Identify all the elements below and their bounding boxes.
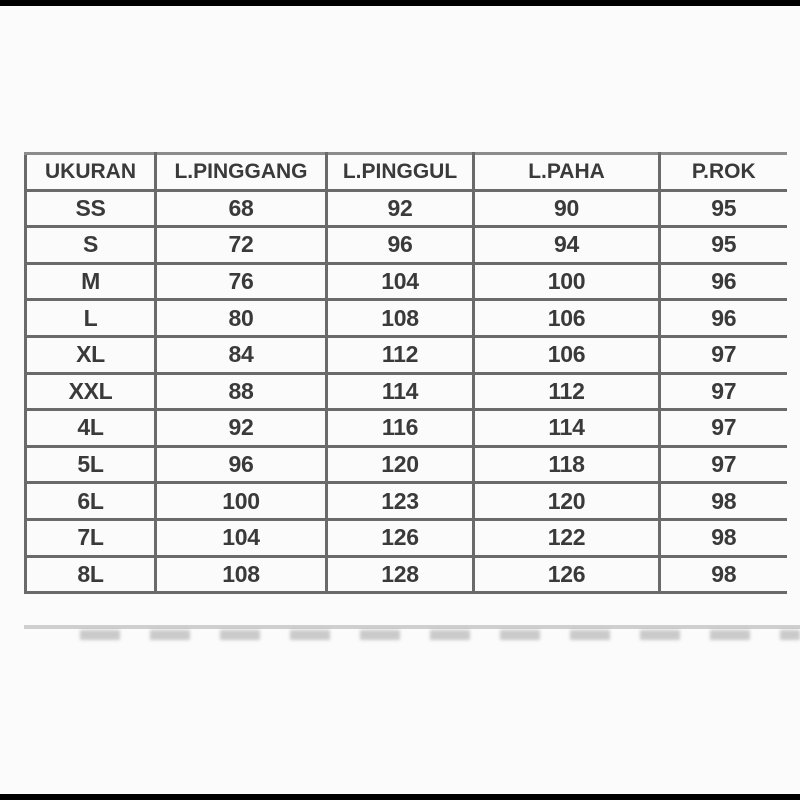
skirt-length-cell: 98: [660, 556, 787, 593]
hip-cell: 96: [327, 227, 474, 264]
table-row: [26, 556, 787, 593]
hip-cell: 112: [327, 336, 474, 373]
header-ukuran: UKURAN: [26, 154, 156, 191]
thigh-cell: 94: [474, 227, 660, 264]
size-cell: S: [26, 227, 156, 264]
waist-cell: 100: [156, 483, 327, 520]
waist-cell: 96: [156, 446, 327, 483]
size-cell: XXL: [26, 373, 156, 410]
waist-cell: 76: [156, 263, 327, 300]
header-lingkar-pinggul: L.PINGGUL: [327, 154, 474, 191]
hip-cell: 120: [327, 446, 474, 483]
skirt-length-cell: 95: [660, 190, 787, 227]
table-row: [26, 263, 787, 300]
size-cell: L: [26, 300, 156, 337]
waist-cell: 104: [156, 519, 327, 556]
size-cell: 6L: [26, 483, 156, 520]
waist-cell: 84: [156, 336, 327, 373]
table-bottom-edge: [24, 625, 800, 629]
size-cell: M: [26, 263, 156, 300]
skirt-length-cell: 97: [660, 446, 787, 483]
size-cell: 5L: [26, 446, 156, 483]
waist-cell: 68: [156, 190, 327, 227]
hip-cell: 126: [327, 519, 474, 556]
table-row: [26, 519, 787, 556]
skirt-length-cell: 97: [660, 373, 787, 410]
cropped-caption-remnant: [80, 630, 800, 640]
header-panjang-rok: P.ROK: [660, 154, 787, 191]
thigh-cell: 114: [474, 410, 660, 447]
thigh-cell: 100: [474, 263, 660, 300]
size-chart-table: [24, 152, 787, 594]
table-row: [26, 410, 787, 447]
thigh-cell: 106: [474, 300, 660, 337]
skirt-length-cell: 97: [660, 410, 787, 447]
thigh-cell: 106: [474, 336, 660, 373]
waist-cell: 108: [156, 556, 327, 593]
skirt-length-cell: 98: [660, 483, 787, 520]
waist-cell: 80: [156, 300, 327, 337]
size-cell: 8L: [26, 556, 156, 593]
hip-cell: 116: [327, 410, 474, 447]
table-row: [26, 190, 787, 227]
table-row: [26, 227, 787, 264]
hip-cell: 104: [327, 263, 474, 300]
thigh-cell: 118: [474, 446, 660, 483]
skirt-length-cell: 96: [660, 263, 787, 300]
table-row: [26, 336, 787, 373]
table-row: [26, 300, 787, 337]
size-cell: XL: [26, 336, 156, 373]
table-row: [26, 373, 787, 410]
waist-cell: 72: [156, 227, 327, 264]
skirt-length-cell: 96: [660, 300, 787, 337]
skirt-length-cell: 97: [660, 336, 787, 373]
table-header-row: [26, 154, 787, 191]
waist-cell: 92: [156, 410, 327, 447]
hip-cell: 108: [327, 300, 474, 337]
size-cell: 7L: [26, 519, 156, 556]
table-row: [26, 446, 787, 483]
hip-cell: 114: [327, 373, 474, 410]
header-lingkar-paha: L.PAHA: [474, 154, 660, 191]
header-lingkar-pinggang: L.PINGGANG: [156, 154, 327, 191]
table-row: [26, 483, 787, 520]
hip-cell: 128: [327, 556, 474, 593]
skirt-length-cell: 98: [660, 519, 787, 556]
bottom-border: [0, 794, 800, 800]
thigh-cell: 112: [474, 373, 660, 410]
thigh-cell: 122: [474, 519, 660, 556]
hip-cell: 92: [327, 190, 474, 227]
skirt-length-cell: 95: [660, 227, 787, 264]
waist-cell: 88: [156, 373, 327, 410]
hip-cell: 123: [327, 483, 474, 520]
size-cell: SS: [26, 190, 156, 227]
thigh-cell: 126: [474, 556, 660, 593]
thigh-cell: 90: [474, 190, 660, 227]
thigh-cell: 120: [474, 483, 660, 520]
size-cell: 4L: [26, 410, 156, 447]
